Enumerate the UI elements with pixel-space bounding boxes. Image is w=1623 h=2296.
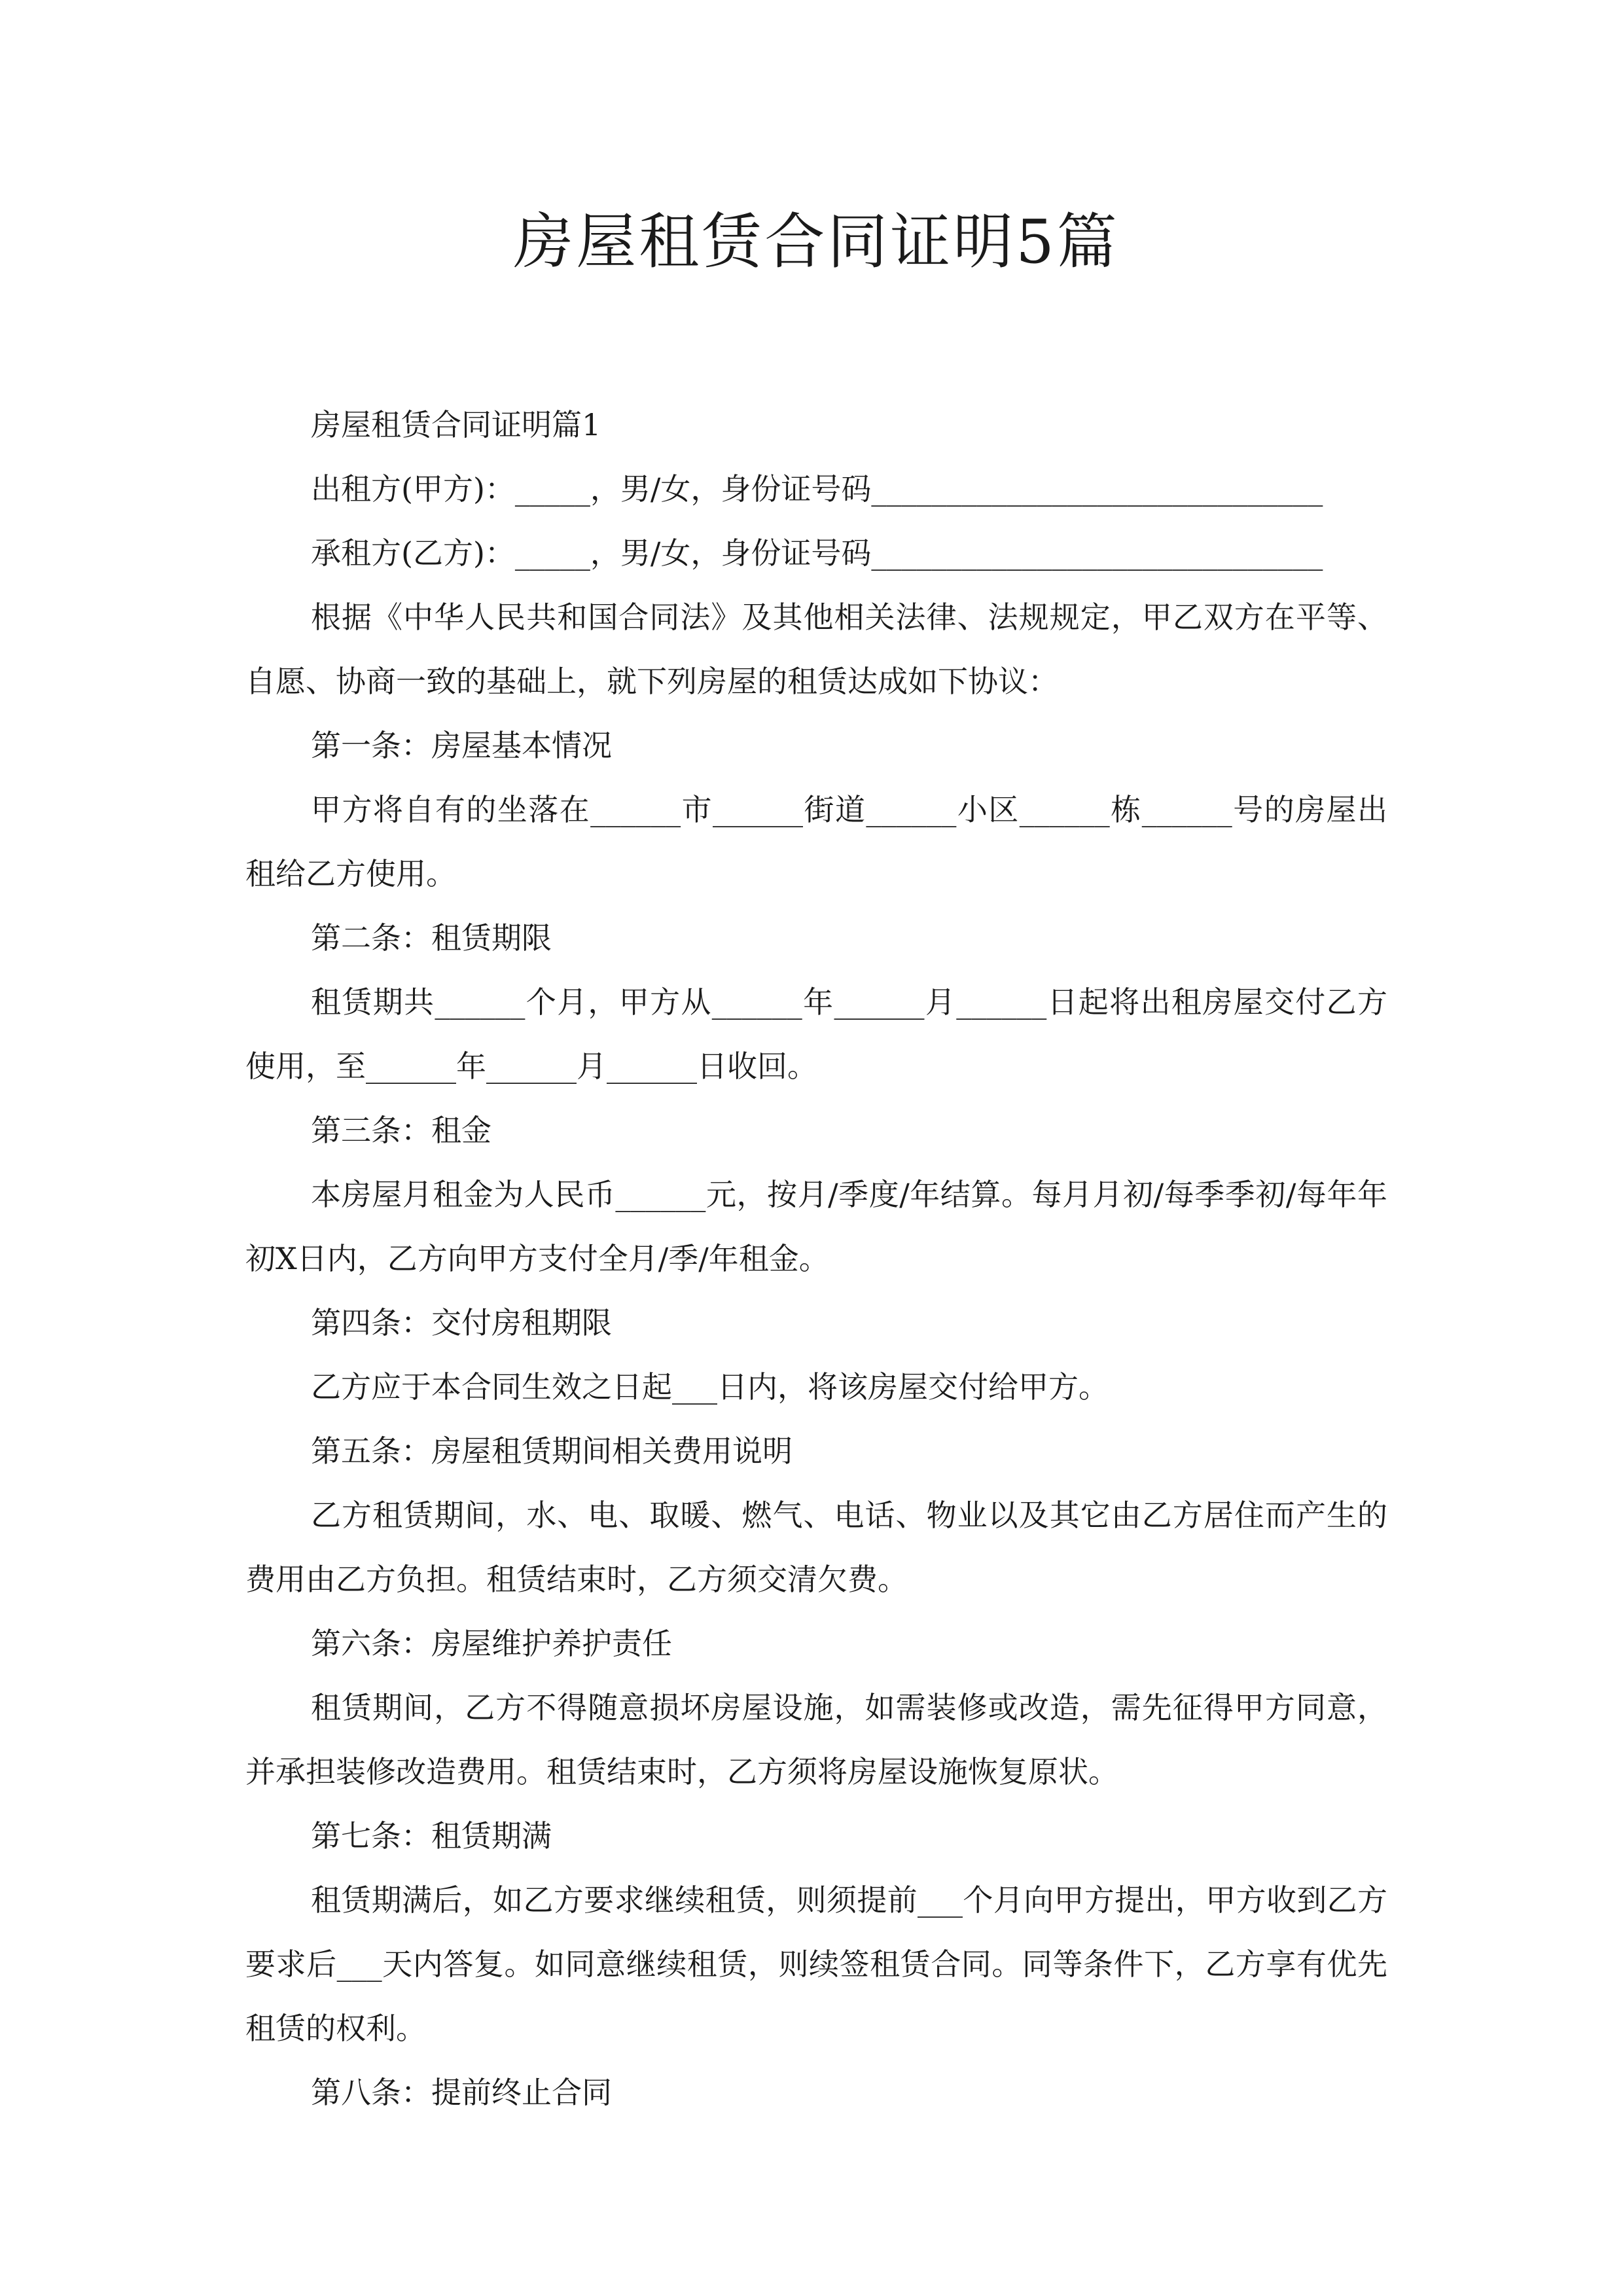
article-5-heading: 第五条：房屋租赁期间相关费用说明 — [311, 1433, 793, 1469]
article-2-heading: 第二条：租赁期限 — [311, 920, 552, 956]
article-4-body: 乙方应于本合同生效之日起___日内，将该房屋交付给甲方。 — [311, 1369, 1109, 1405]
article-6-heading: 第六条：房屋维护养护责任 — [311, 1626, 672, 1661]
article-8-heading: 第八条：提前终止合同 — [311, 2075, 612, 2110]
article-7-heading: 第七条：租赁期满 — [311, 1818, 552, 1854]
lessor-line: 出租方(甲方)：_____，男/女，身份证号码______________________________ — [311, 471, 1323, 507]
article-4-heading: 第四条：交付房租期限 — [311, 1305, 612, 1340]
article-3-body: 本房屋月租金为人民币______元，按月/季度/年结算。每月月初/每季季初/每年年初X日内，乙方向甲方支付全月/季/年租金。 — [245, 1177, 1387, 1276]
article-6-body: 租赁期间，乙方不得随意损坏房屋设施，如需装修或改造，需先征得甲方同意，并承担装修改造费用。租赁结束时，乙方须将房屋设施恢复原状。 — [245, 1690, 1387, 1789]
lessee-line: 承租方(乙方)：_____，男/女，身份证号码______________________________ — [311, 535, 1323, 571]
article-1-body: 甲方将自有的坐落在______市______街道______小区______栋______号的房屋出租给乙方使用。 — [245, 792, 1387, 891]
article-1-heading: 第一条：房屋基本情况 — [311, 728, 612, 763]
document-page — [245, 196, 1387, 2125]
article-7-body: 租赁期满后，如乙方要求继续租赁，则须提前___个月向甲方提出，甲方收到乙方要求后___天内答复。如同意继续租赁，则续签租赁合同。同等条件下，乙方享有优先租赁的权利。 — [245, 1882, 1387, 2046]
section-heading: 房屋租赁合同证明篇1 — [311, 407, 601, 442]
article-2-body: 租赁期共______个月，甲方从______年______月______日起将出租房屋交付乙方使用，至______年______月______日收回。 — [245, 984, 1387, 1084]
article-3-heading: 第三条：租金 — [311, 1113, 491, 1148]
preamble-paragraph: 根据《中华人民共和国合同法》及其他相关法律、法规规定，甲乙双方在平等、自愿、协商一致的基础上，就下列房屋的租赁达成如下协议： — [245, 600, 1387, 699]
document-title: 房屋租赁合同证明5篇 — [513, 207, 1120, 277]
article-5-body: 乙方租赁期间，水、电、取暖、燃气、电话、物业以及其它由乙方居住而产生的费用由乙方负担。租赁结束时，乙方须交清欠费。 — [245, 1498, 1387, 1597]
